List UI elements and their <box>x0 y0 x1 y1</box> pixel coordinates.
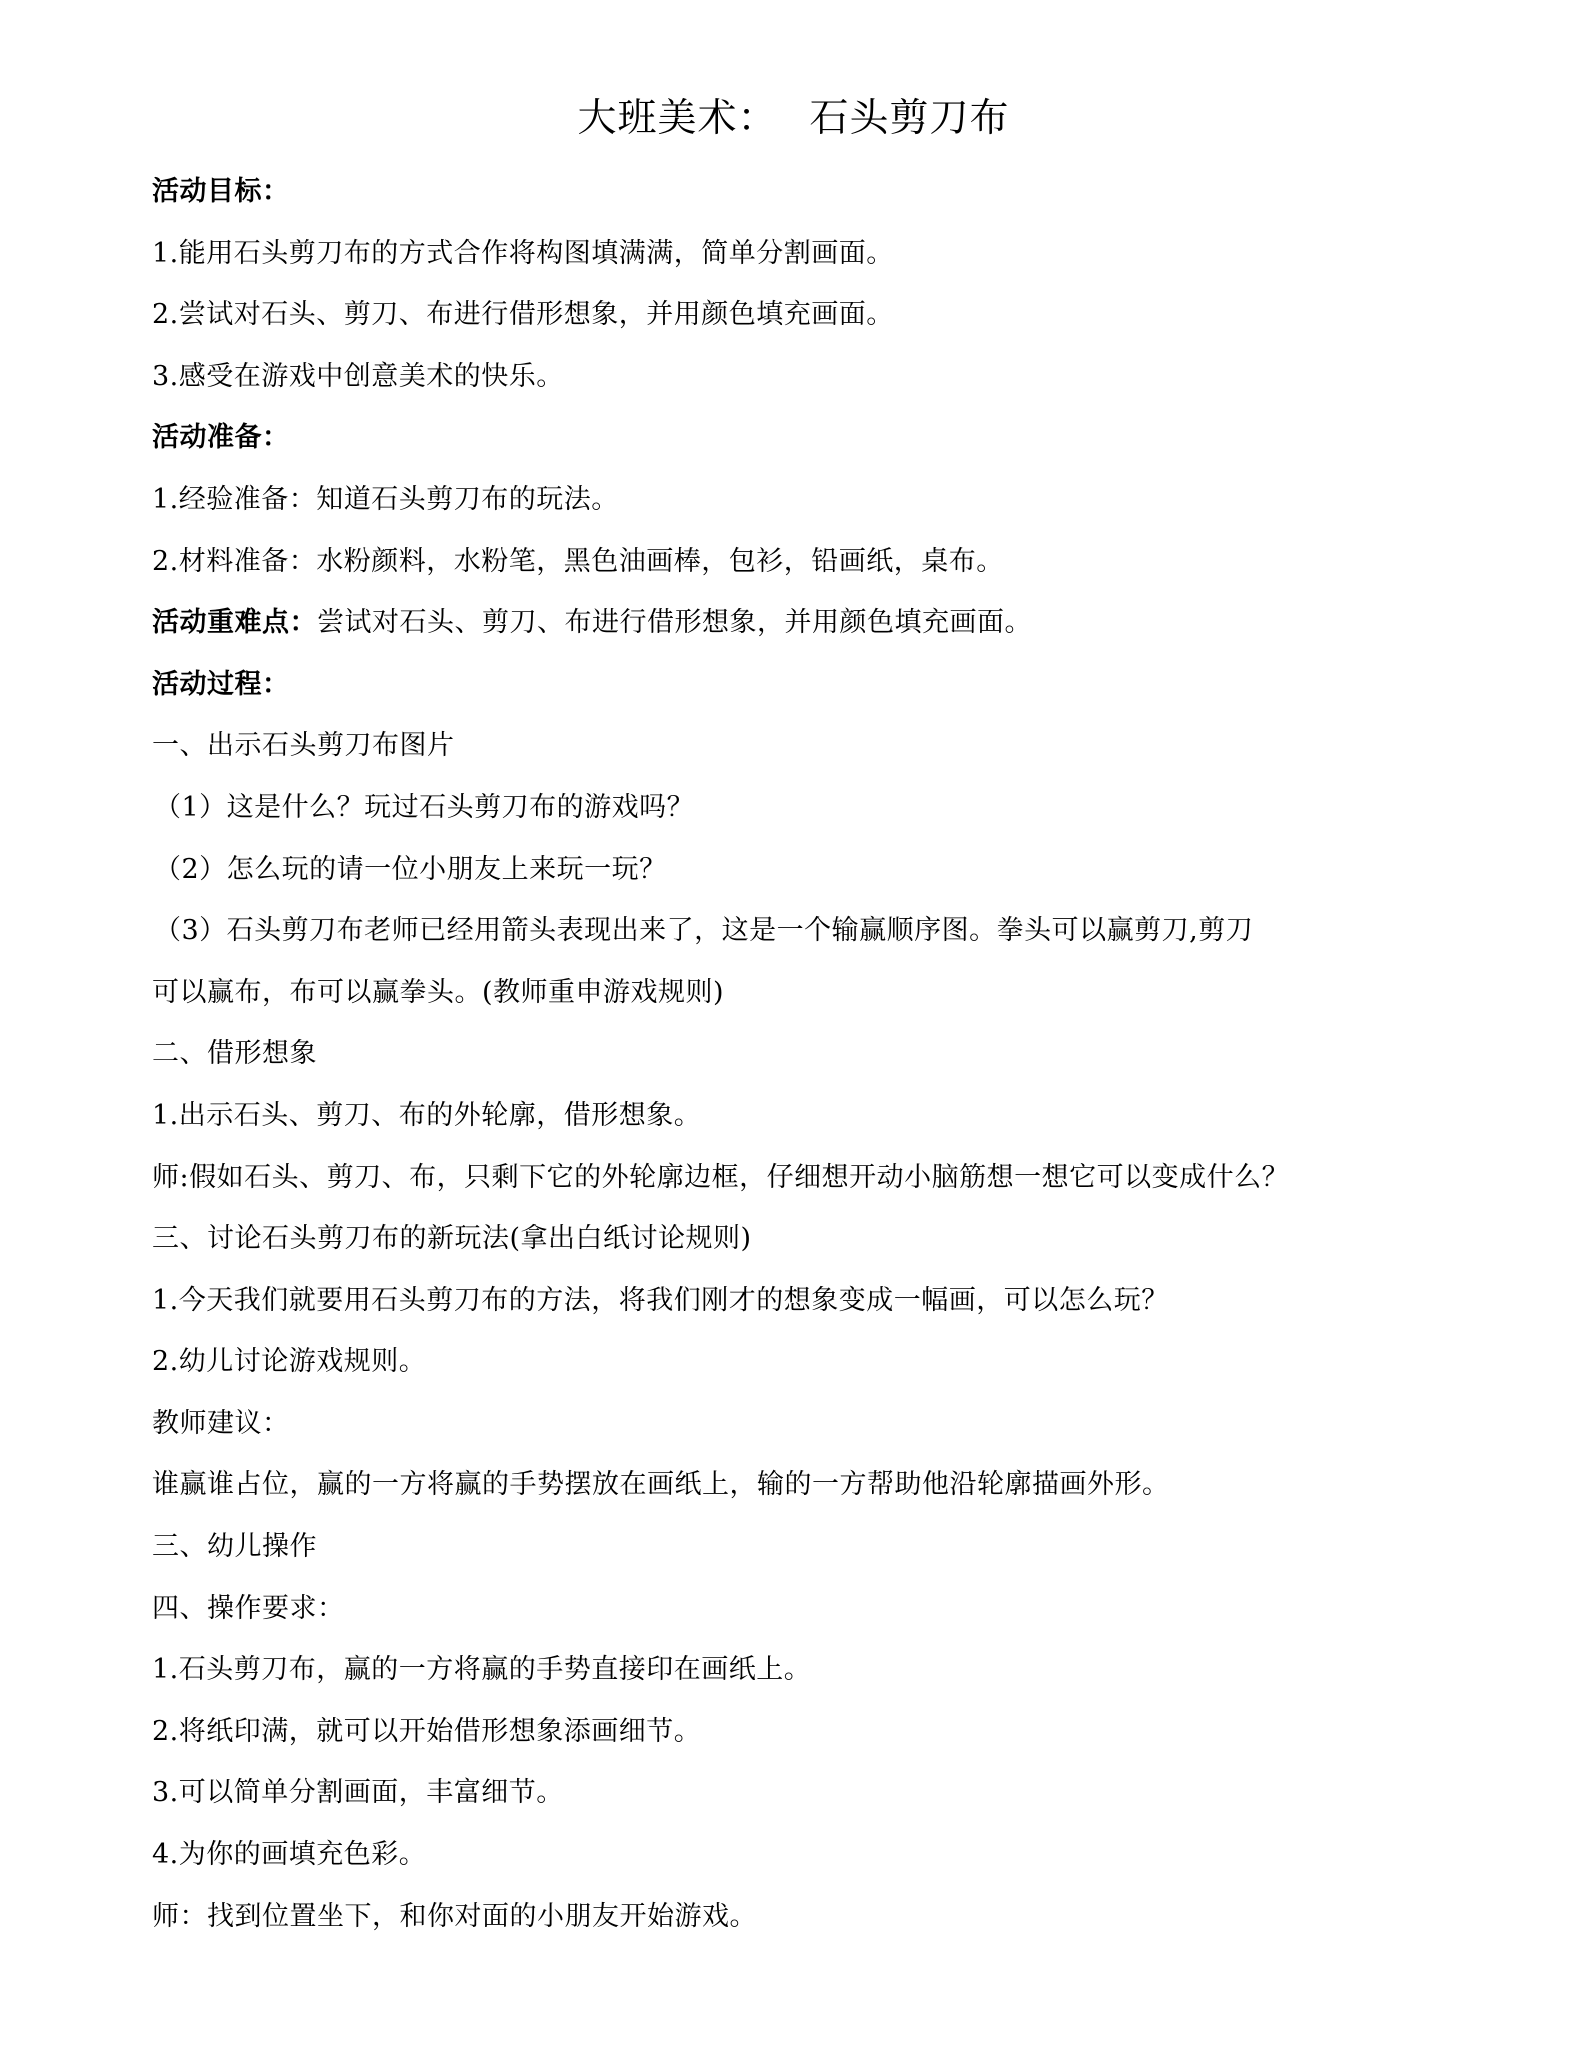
key-points <box>152 603 1442 665</box>
key-points-text: 尝试对石头、剪刀、布进行借形想象，并用颜色填充画面。 <box>317 607 1032 639</box>
section-title: 三、讨论石头剪刀布的新玩法(拿出白纸讨论规则) <box>152 1223 752 1255</box>
section-item: 4.为你的画填充色彩。 <box>152 1839 427 1871</box>
section-title: 三、幼儿操作 <box>152 1531 317 1563</box>
goal-item: 3.感受在游戏中创意美术的快乐。 <box>152 360 564 392</box>
section-item: 师:假如石头、剪刀、布，只剩下它的外轮廓边框，仔细想开动小脑筋想一想它可以变成什么？ <box>152 1161 1290 1193</box>
page-title <box>0 92 1587 146</box>
section-item: 2.幼儿讨论游戏规则。 <box>152 1346 427 1378</box>
section-title: 四、操作要求： <box>152 1592 345 1624</box>
section-item-continuation: 可以赢布，布可以赢拳头。(教师重申游戏规则) <box>152 976 725 1008</box>
section-item: 1.石头剪刀布，赢的一方将赢的手势直接印在画纸上。 <box>152 1654 812 1686</box>
teacher-suggestion-heading: 教师建议： <box>152 1407 290 1439</box>
preparation-heading: 活动准备： <box>152 422 290 454</box>
title-topic: 石头剪刀布 <box>809 96 1010 141</box>
section-item: 3.可以简单分割画面，丰富细节。 <box>152 1777 564 1809</box>
goals-heading: 活动目标： <box>152 176 290 207</box>
document-body <box>152 172 1442 1958</box>
process-heading: 活动过程： <box>152 668 290 700</box>
section-item: 1.出示石头、剪刀、布的外轮廓，借形想象。 <box>152 1099 702 1131</box>
title-category: 大班美术： <box>577 96 778 141</box>
goal-item: 2.尝试对石头、剪刀、布进行借形想象，并用颜色填充画面。 <box>152 299 894 331</box>
section-item: （2）怎么玩的请一位小朋友上来玩一玩？ <box>154 853 667 885</box>
preparation-item: 2.材料准备：水粉颜料，水粉笔，黑色油画棒，包衫，铅画纸，桌布。 <box>152 545 1004 577</box>
preparation-item: 1.经验准备：知道石头剪刀布的玩法。 <box>152 483 619 515</box>
section-item: 2.将纸印满，就可以开始借形想象添画细节。 <box>152 1715 702 1747</box>
key-points-label: 活动重难点： <box>152 607 317 639</box>
section-item: （1）这是什么？玩过石头剪刀布的游戏吗？ <box>154 791 695 823</box>
goal-item: 1.能用石头剪刀布的方式合作将构图填满满，简单分割画面。 <box>152 237 894 269</box>
section-item: （3）石头剪刀布老师已经用箭头表现出来了，这是一个输赢顺序图。拳头可以赢剪刀,剪刀 <box>154 915 1254 947</box>
section-item: 1.今天我们就要用石头剪刀布的方法，将我们刚才的想象变成一幅画，可以怎么玩？ <box>152 1284 1169 1316</box>
section-title: 一、出示石头剪刀布图片 <box>152 730 455 762</box>
section-title: 二、借形想象 <box>152 1038 317 1070</box>
teacher-suggestion-text: 谁赢谁占位，赢的一方将赢的手势摆放在画纸上，输的一方帮助他沿轮廓描画外形。 <box>152 1469 1170 1501</box>
closing-instruction: 师：找到位置坐下，和你对面的小朋友开始游戏。 <box>152 1900 757 1932</box>
